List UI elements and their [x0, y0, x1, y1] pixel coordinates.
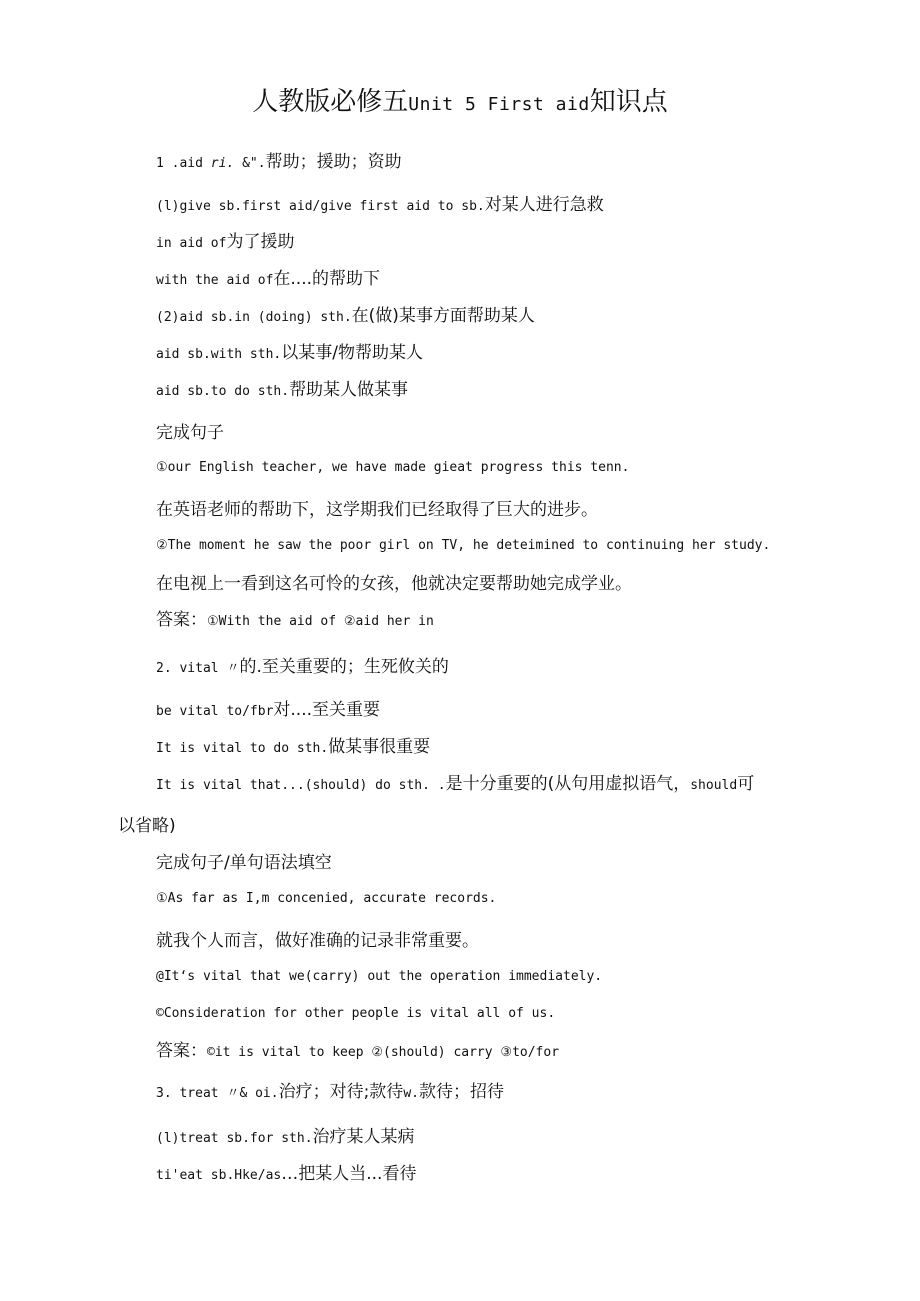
phrase-line: be vital to/fbr对....至关重要 — [156, 700, 381, 720]
section-2-heading: 2. vital 〃的.至关重要的；生死攸关的 — [156, 657, 449, 677]
phrase-line: with the aid of在....的帮助下 — [156, 269, 381, 289]
exercise-translation: 就我个人而言，做好准确的记录非常重要。 — [156, 931, 479, 951]
phrase-line: in aid of为了援助 — [156, 232, 295, 252]
exercise-question: ②The moment he saw the poor girl on TV, he deteimined to continuing her study. — [156, 538, 771, 553]
phrase-line: (l)give sb.first aid/give first aid to sb.对某人进行急救 — [156, 195, 604, 215]
answer-line: 答案：①With the aid of ②aid her in — [156, 610, 434, 630]
phrase-line: aid sb.with sth.以某事/物帮助某人 — [156, 343, 423, 363]
exercise-question: ①As far as I,m concenied, accurate records. — [156, 891, 497, 906]
section-1-heading: 1 .aid ri. &".帮助；援助；资助 — [156, 152, 402, 172]
phrase-line: It is vital that...(should) do sth. .是十分重要的(从句用虚拟语气，should可 — [156, 774, 755, 794]
section-3-heading: 3. treat 〃& oi.治疗；对待;款待w.款待；招待 — [156, 1082, 504, 1102]
phrase-line: aid sb.to do sth.帮助某人做某事 — [156, 380, 409, 400]
exercise-question: ①our English teacher, we have made gieat progress this tenn. — [156, 460, 630, 475]
exercise-translation: 在英语老师的帮助下，这学期我们已经取得了巨大的进步。 — [156, 500, 598, 520]
exercise-title: 完成句子/单句语法填空 — [156, 853, 332, 873]
title-cn-suffix: 知识点 — [589, 87, 668, 117]
phrase-line: (l)treat sb.for sth.治疗某人某病 — [156, 1127, 415, 1147]
answer-line: 答案：©it is vital to keep ②(should) carry ③to/for — [156, 1041, 560, 1061]
exercise-title: 完成句子 — [156, 423, 224, 443]
exercise-question: ©Consideration for other people is vital all of us. — [156, 1006, 556, 1021]
exercise-translation: 在电视上一看到这名可怜的女孩，他就决定要帮助她完成学业。 — [156, 574, 632, 594]
exercise-question: @It‘s vital that we(carry) out the operation immediately. — [156, 969, 603, 984]
phrase-line: ti'eat sb.Hke/as…把某人当...看待 — [156, 1164, 417, 1184]
title-unit: Unit 5 First aid — [408, 94, 590, 115]
phrase-line-continued: 以省略) — [118, 816, 176, 836]
title-cn-prefix: 人教版必修五 — [252, 87, 409, 117]
phrase-line: (2)aid sb.in (doing) sth.在(做)某事方面帮助某人 — [156, 306, 535, 326]
page-title — [0, 84, 920, 123]
phrase-line: It is vital to do sth.做某事很重要 — [156, 737, 431, 757]
